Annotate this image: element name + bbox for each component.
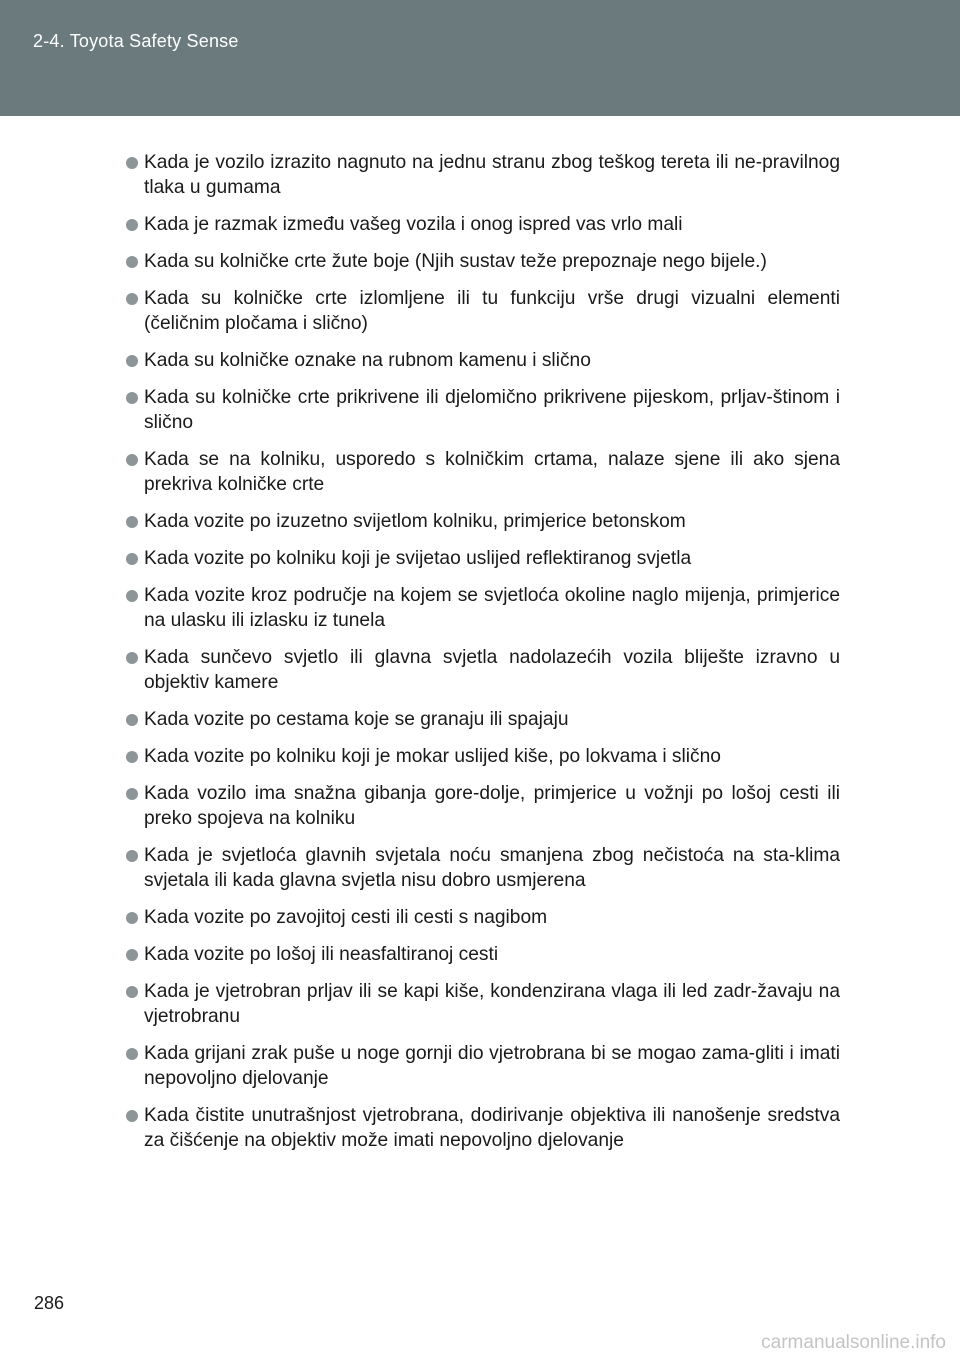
list-item <box>126 781 840 831</box>
list-item-text: Kada vozite kroz područje na kojem se svjetloća okoline naglo mijenja, primjerice na ulasku ili izlasku iz tunela <box>144 585 840 631</box>
list-item-text: Kada je razmak između vašeg vozila i onog ispred vas vrlo mali <box>144 214 683 235</box>
list-item-text: Kada su kolničke crte izlomljene ili tu funkciju vrše drugi vizualni elementi (čeličnim pločama i slično) <box>144 288 840 334</box>
list-item-text: Kada je vjetrobran prljav ili se kapi kiše, kondenzirana vlaga ili led zadr-žavaju na vjetrobranu <box>144 981 840 1027</box>
list-item-text: Kada grijani zrak puše u noge gornji dio vjetrobrana bi se mogao zama-gliti i imati nepovoljno djelovanje <box>144 1043 840 1089</box>
list-item-text: Kada su kolničke crte žute boje (Njih sustav teže prepoznaje nego bijele.) <box>144 251 767 272</box>
list-item <box>126 348 840 373</box>
list-item-text: Kada vozite po izuzetno svijetlom kolniku, primjerice betonskom <box>144 511 686 532</box>
bullet-icon <box>126 652 144 664</box>
list-item-text: Kada čistite unutrašnjost vjetrobrana, dodirivanje objektiva ili nanošenje sredstva za čišćenje na objektiv može imati nepovoljno djelovanje <box>144 1105 840 1151</box>
list-item-text: Kada vozilo ima snažna gibanja gore-dolje, primjerice u vožnji po lošoj cesti ili preko spojeva na kolniku <box>144 783 840 829</box>
list-item <box>126 979 840 1029</box>
list-item <box>126 1103 840 1153</box>
list-item <box>126 212 840 237</box>
list-item-text: Kada se na kolniku, usporedo s kolničkim crtama, nalaze sjene ili ako sjena prekriva kolničke crte <box>144 449 840 495</box>
list-item-text: Kada sunčevo svjetlo ili glavna svjetla nadolazećih vozila bliješte izravno u objektiv kamere <box>144 647 840 693</box>
list-item-text: Kada vozite po kolniku koji je svijetao uslijed reflektiranog svjetla <box>144 548 692 569</box>
page-number: 286 <box>34 1293 65 1313</box>
bullet-icon <box>126 714 144 726</box>
list-item <box>126 583 840 633</box>
bullet-icon <box>126 219 144 231</box>
bullet-icon <box>126 850 144 862</box>
bullet-icon <box>126 751 144 763</box>
list-item <box>126 150 840 200</box>
bullet-icon <box>126 293 144 305</box>
list-item-text: Kada je vozilo izrazito nagnuto na jednu stranu zbog teškog tereta ili ne-pravilnog tlaka u gumama <box>144 152 840 198</box>
list-item <box>126 905 840 930</box>
list-item-text: Kada vozite po kolniku koji je mokar uslijed kiše, po lokvama i slično <box>144 746 721 767</box>
bullet-icon <box>126 553 144 565</box>
condition-list <box>126 150 840 1165</box>
watermark: carmanualsonline.info <box>761 1332 946 1353</box>
list-item <box>126 509 840 534</box>
list-item-text: Kada vozite po lošoj ili neasfaltiranoj cesti <box>144 944 499 965</box>
list-item <box>126 447 840 497</box>
bullet-icon <box>126 949 144 961</box>
bullet-icon <box>126 157 144 169</box>
bullet-icon <box>126 912 144 924</box>
bullet-icon <box>126 1110 144 1122</box>
bullet-icon <box>126 454 144 466</box>
bullet-icon <box>126 355 144 367</box>
bullet-icon <box>126 392 144 404</box>
bullet-icon <box>126 986 144 998</box>
list-item-text: Kada su kolničke oznake na rubnom kamenu i slično <box>144 350 591 371</box>
list-item <box>126 645 840 695</box>
bullet-icon <box>126 590 144 602</box>
list-item <box>126 942 840 967</box>
bullet-icon <box>126 788 144 800</box>
list-item-text: Kada vozite po cestama koje se granaju ili spajaju <box>144 709 569 730</box>
list-item <box>126 546 840 571</box>
list-item <box>126 843 840 893</box>
bullet-icon <box>126 1048 144 1060</box>
list-item <box>126 707 840 732</box>
list-item <box>126 249 840 274</box>
bullet-icon <box>126 256 144 268</box>
section-title: 2-4. Toyota Safety Sense <box>33 31 239 51</box>
bullet-icon <box>126 516 144 528</box>
list-item <box>126 1041 840 1091</box>
list-item <box>126 744 840 769</box>
list-item <box>126 286 840 336</box>
list-item-text: Kada vozite po zavojitoj cesti ili cesti s nagibom <box>144 907 548 928</box>
list-item <box>126 385 840 435</box>
list-item-text: Kada su kolničke crte prikrivene ili djelomično prikrivene pijeskom, prljav-štinom i slično <box>144 387 840 433</box>
section-header <box>0 0 960 116</box>
list-item-text: Kada je svjetloća glavnih svjetala noću smanjena zbog nečistoća na sta-klima svjetala ili kada glavna svjetla nisu dobro usmjerena <box>144 845 840 891</box>
